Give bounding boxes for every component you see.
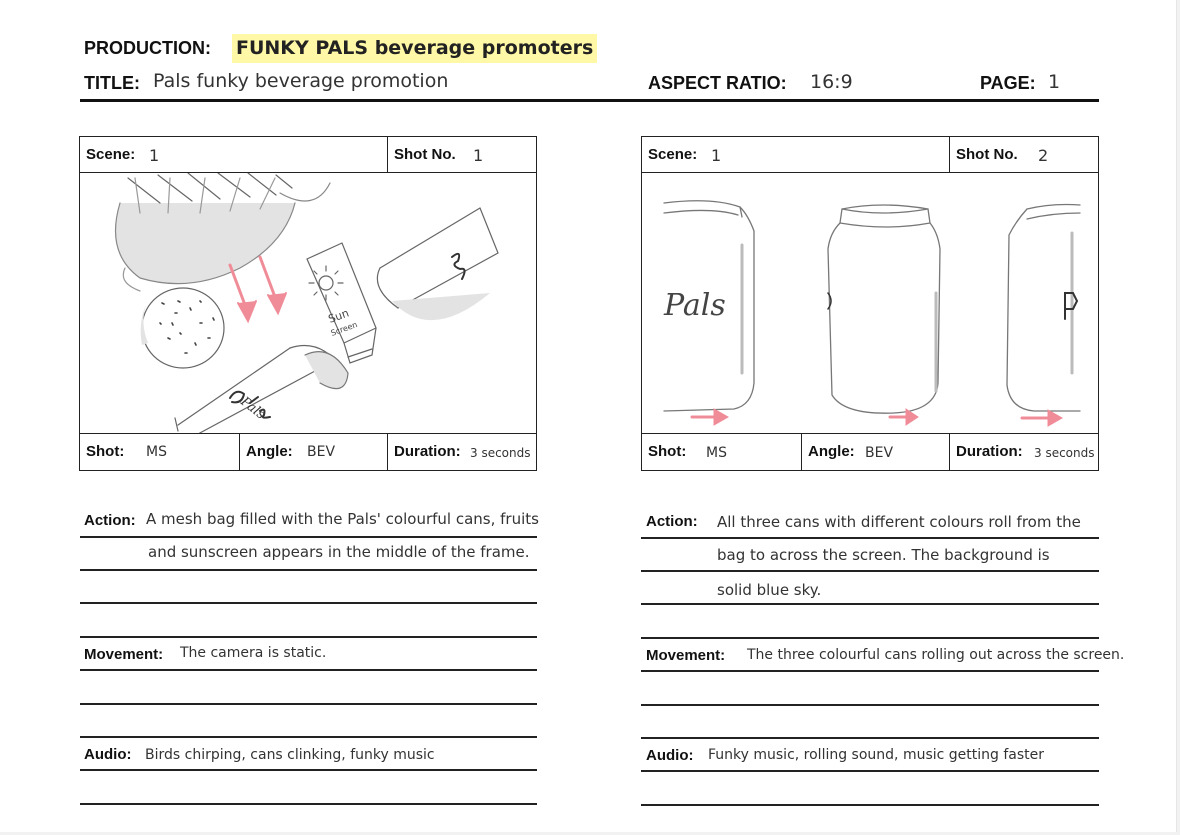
panel-1-info-row (80, 137, 536, 173)
note-line (641, 737, 1099, 739)
duration-value: 3 seconds (470, 446, 531, 460)
note-line (641, 704, 1099, 706)
aspect-ratio-label: ASPECT RATIO: (648, 73, 787, 93)
shot-label: Shot: (86, 443, 125, 460)
duration-label: Duration: (956, 443, 1023, 460)
panel-1-duration-cell (388, 434, 538, 470)
note-line (80, 669, 537, 671)
audio-text: Birds chirping, cans clinking, funky music (145, 747, 435, 763)
action-line-1: A mesh bag filled with the Pals' colourful cans, fruits (146, 510, 539, 528)
note-line (80, 703, 537, 705)
audio-label: Audio: (84, 746, 132, 763)
note-line (80, 602, 537, 604)
scene-label: Scene: (648, 146, 698, 163)
shot-no-value: 2 (1038, 146, 1049, 165)
note-line (641, 537, 1099, 539)
panel-2-shot-cell (642, 434, 802, 470)
sunscreen-label-screen: Screen (329, 320, 359, 338)
panel-2-angle-cell (802, 434, 950, 470)
panel-2-duration-cell (950, 434, 1100, 470)
note-line (641, 637, 1099, 639)
panel-1-shot-cell (80, 434, 240, 470)
shot-label: Shot: (648, 443, 687, 460)
angle-value: BEV (865, 445, 894, 461)
scene-label: Scene: (86, 146, 136, 163)
can-logo-text: Pals (664, 288, 726, 323)
note-line (641, 603, 1099, 605)
note-line (80, 636, 537, 638)
panel-2-info-row (642, 137, 1098, 173)
angle-value: BEV (307, 444, 336, 460)
note-line (80, 736, 537, 738)
panel-2-sketch (642, 173, 1098, 434)
action-line-1: All three cans with different colours roll from the (717, 513, 1081, 531)
action-label: Action: (84, 512, 136, 529)
panel-1-scene-cell (80, 137, 388, 172)
panel-2-shot-row (642, 433, 1098, 470)
header-divider (80, 99, 1099, 102)
audio-label: Audio: (646, 747, 694, 764)
scene-value: 1 (711, 146, 722, 165)
action-line-2: and sunscreen appears in the middle of the frame. (148, 543, 530, 561)
page-label: PAGE: (980, 73, 1036, 93)
panel-2-shot-no-cell (950, 137, 1100, 172)
shot-value: MS (146, 444, 167, 460)
shot-no-value: 1 (473, 146, 484, 165)
shot-no-label: Shot No. (394, 146, 456, 163)
page-number: 1 (1048, 71, 1061, 93)
production-value: FUNKY PALS beverage promoters (232, 34, 597, 63)
scene-value: 1 (149, 146, 160, 165)
shot-value: MS (706, 445, 727, 461)
duration-value: 3 seconds (1034, 446, 1095, 460)
audio-text: Funky music, rolling sound, music getting faster (708, 747, 1045, 763)
action-label: Action: (646, 513, 698, 530)
movement-text: The three colourful cans rolling out across the screen. (747, 647, 1125, 663)
note-line (80, 536, 537, 538)
note-line (80, 769, 537, 771)
action-line-3: solid blue sky. (717, 581, 822, 599)
movement-text: The camera is static. (180, 645, 327, 661)
note-line (80, 569, 537, 571)
movement-label: Movement: (646, 647, 726, 664)
note-line (641, 770, 1099, 772)
panel-1-sketch (80, 173, 536, 434)
sunscreen-label-sun: Sun (326, 306, 351, 326)
duration-label: Duration: (394, 443, 461, 460)
aspect-ratio-value: 16:9 (810, 71, 853, 93)
angle-label: Angle: (246, 443, 293, 460)
note-line (641, 570, 1099, 572)
action-line-2: bag to across the screen. The background is (717, 546, 1050, 564)
panel-1-angle-cell (240, 434, 388, 470)
panel-1-shot-row (80, 433, 536, 470)
angle-label: Angle: (808, 443, 855, 460)
shot-no-label: Shot No. (956, 146, 1018, 163)
storyboard-panel-1 (79, 136, 537, 471)
panel-1-shot-no-cell (388, 137, 538, 172)
title-value: Pals funky beverage promotion (153, 70, 449, 92)
movement-label: Movement: (84, 646, 164, 663)
note-line (80, 803, 537, 805)
panel-2-scene-cell (642, 137, 950, 172)
title-label: TITLE: (84, 73, 140, 93)
can-logo-text: Pals (237, 394, 268, 423)
note-line (641, 670, 1099, 672)
production-label: PRODUCTION: (84, 38, 211, 58)
storyboard-panel-2 (641, 136, 1099, 471)
note-line (641, 804, 1099, 806)
page-edge-right (1176, 0, 1180, 835)
